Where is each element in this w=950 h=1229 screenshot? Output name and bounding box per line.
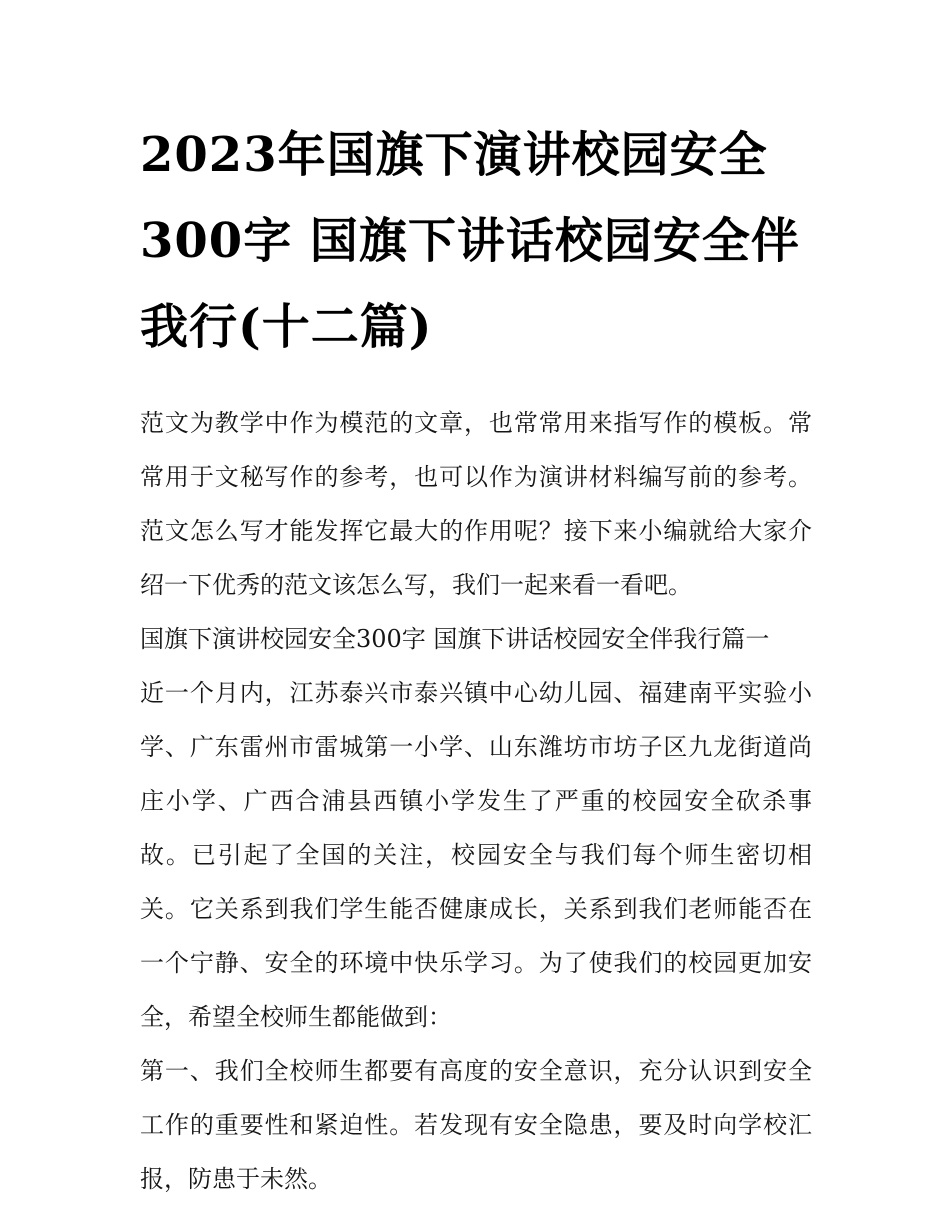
intro-paragraph — [140, 396, 812, 612]
body-paragraph — [140, 1044, 812, 1206]
text-line: 第一、我们全校师生都要有高度的安全意识，充分认识到安全 — [140, 1057, 812, 1085]
text-line: 范文怎么写才能发挥它最大的作用呢？接下来小编就给大家介 — [140, 517, 812, 545]
text-line: 庄小学、广西合浦县西镇小学发生了严重的校园安全砍杀事 — [140, 787, 812, 815]
body-paragraph — [140, 666, 812, 1044]
title-line: 2023年国旗下演讲校园安全 — [140, 127, 768, 183]
document-body — [140, 396, 812, 1206]
text-line: 范文为教学中作为模范的文章，也常常用来指写作的模板。常 — [140, 409, 812, 437]
text-line: 一个宁静、安全的环境中快乐学习。为了使我们的校园更加安 — [140, 949, 812, 977]
text-line: 关。它关系到我们学生能否健康成长，关系到我们老师能否在 — [140, 895, 812, 923]
section-heading — [140, 612, 812, 666]
title-line: 我行(十二篇) — [140, 299, 433, 355]
text-line: 国旗下演讲校园安全300字 国旗下讲话校园安全伴我行篇一 — [140, 625, 770, 653]
text-line: 绍一下优秀的范文该怎么写，我们一起来看一看吧。 — [140, 571, 692, 599]
title-line: 300字 国旗下讲话校园安全伴 — [140, 213, 800, 269]
text-line: 常用于文秘写作的参考，也可以作为演讲材料编写前的参考。 — [140, 463, 812, 491]
document-content — [140, 112, 812, 1206]
text-line: 全，希望全校师生都能做到： — [140, 1003, 452, 1031]
text-line: 故。已引起了全国的关注，校园安全与我们每个师生密切相 — [140, 841, 812, 869]
text-line: 学、广东雷州市雷城第一小学、山东潍坊市坊子区九龙街道尚 — [140, 733, 812, 761]
text-line: 报，防患于未然。 — [140, 1165, 332, 1193]
text-line: 工作的重要性和紧迫性。若发现有安全隐患，要及时向学校汇 — [140, 1111, 812, 1139]
text-line: 近一个月内，江苏泰兴市泰兴镇中心幼儿园、福建南平实验小 — [140, 679, 812, 707]
document-title — [140, 112, 812, 370]
